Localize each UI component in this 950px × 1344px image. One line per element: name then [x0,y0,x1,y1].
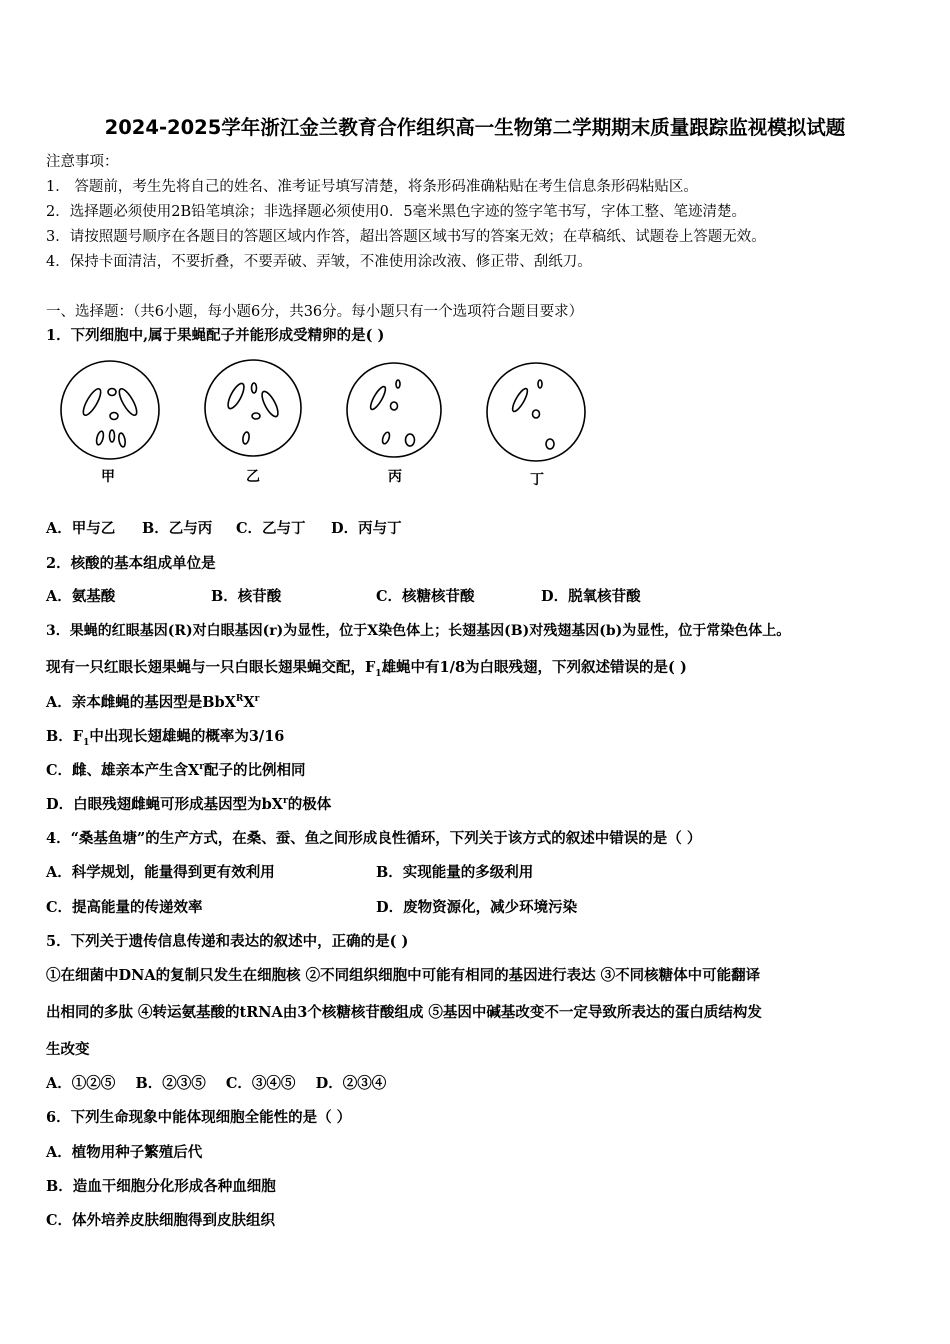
cell-label: 乙 [246,469,260,485]
option[interactable]: B．$F_1$中出现长翅雄蝇的概率为3/16 [46,728,285,748]
q1-cell-figure [56,358,596,493]
notice-item: 2．选择题必须使用2B铅笔填涂；非选择题必须使用0．5毫米黑色字迹的签字笔书写，字体工整、笔迹清楚。 [46,204,747,220]
option[interactable]: A．植物用种子繁殖后代 [46,1144,203,1161]
q5-stem: 5．下列关于遗传信息传递和表达的叙述中，正确的是( ) [46,933,409,950]
q5-options[interactable]: A．①②⑤ B．②③⑤ C．③④⑤ D．②③④ [46,1075,387,1092]
option[interactable]: C．体外培养皮肤细胞得到皮肤组织 [46,1212,276,1229]
option[interactable]: B．造血干细胞分化形成各种血细胞 [46,1178,276,1195]
cell-bing [347,363,441,457]
cell-yi [205,360,301,456]
option[interactable]: B．实现能量的多级利用 [376,864,534,881]
q5-statements: 出相同的多肽 ④转运氨基酸的tRNA由3个核糖核苷酸组成 ⑤基因中碱基改变不一定导致所表达的蛋白质结构发 [46,1004,762,1021]
option[interactable]: A．科学规划，能量得到更有效利用 [46,864,275,881]
option[interactable]: B．核苷酸 [211,588,282,605]
q6-stem: 6．下列生命现象中能体现细胞全能性的是（ ） [46,1109,352,1126]
notice-item: 4．保持卡面清洁，不要折叠，不要弄破、弄皱，不准使用涂改液、修正带、刮纸刀。 [46,254,592,270]
notice-heading: 注意事项： [46,154,119,170]
option[interactable]: C．雌、雄亲本产生含$X^r$配子的比例相同 [46,762,306,779]
page-title: 2024-2025学年浙江金兰教育合作组织高一生物第二学期期末质量跟踪监视模拟试题 [104,116,846,139]
notice-item: 3．请按照题号顺序在各题目的答题区域内作答，超出答题区域书写的答案无效；在草稿纸、试题卷上答题无效。 [46,229,766,245]
option[interactable]: D．脱氧核苷酸 [541,588,641,605]
option[interactable]: D．白眼残翅雌蝇可形成基因型为$bX^r$的极体 [46,796,332,813]
q3-stem-line2: 现有一只红眼长翅果蝇与一只白眼长翅果蝇交配，$F_1$雄蝇中有1/8为白眼残翅，下列叙述错误的是( ) [46,659,687,679]
cell-diagrams [56,358,596,493]
q3-stem-line1: 3．果蝇的红眼基因(R)对白眼基因(r)为显性，位于X染色体上；长翅基因(B)对残翅基因(b)为显性，位于常染色体上。 [46,623,791,639]
q2-stem: 2．核酸的基本组成单位是 [46,555,216,572]
cell-label: 丙 [388,469,402,485]
q5-statements: ①在细菌中DNA的复制只发生在细胞核 ②不同组织细胞中可能有相同的基因进行表达 ③不同核糖体中可能翻译 [46,967,761,984]
option[interactable]: A．亲本雌蝇的基因型是$BbX^RX^r$ [46,694,260,711]
option[interactable]: D．丙与丁 [331,520,402,537]
option[interactable]: C．提高能量的传递效率 [46,899,203,916]
option[interactable]: B．乙与丙 [142,520,213,537]
option[interactable]: C．核糖核苷酸 [376,588,475,605]
option[interactable]: D．废物资源化，减少环境污染 [376,899,578,916]
cell-jia [61,361,159,459]
q5-statements: 生改变 [46,1041,90,1058]
option[interactable]: C．乙与丁 [236,520,306,537]
notice-item: 1． 答题前，考生先将自己的姓名、准考证号填写清楚，将条形码准确粘贴在考生信息条形码粘贴区。 [46,179,698,195]
option[interactable]: A．甲与乙 [46,520,116,537]
cell-ding [487,363,585,461]
option[interactable]: A．氨基酸 [46,588,116,605]
cell-label: 丁 [530,472,544,488]
q4-stem: 4．“桑基鱼塘”的生产方式，在桑、蚕、鱼之间形成良性循环，下列关于该方式的叙述中错误的是（ ） [46,830,702,847]
q1-stem: 1．下列细胞中,属于果蝇配子并能形成受精卵的是( ) [46,327,385,344]
cell-label: 甲 [101,469,115,485]
section-heading: 一、选择题：（共6小题，每小题6分，共36分。每小题只有一个选项符合题目要求） [46,304,584,320]
